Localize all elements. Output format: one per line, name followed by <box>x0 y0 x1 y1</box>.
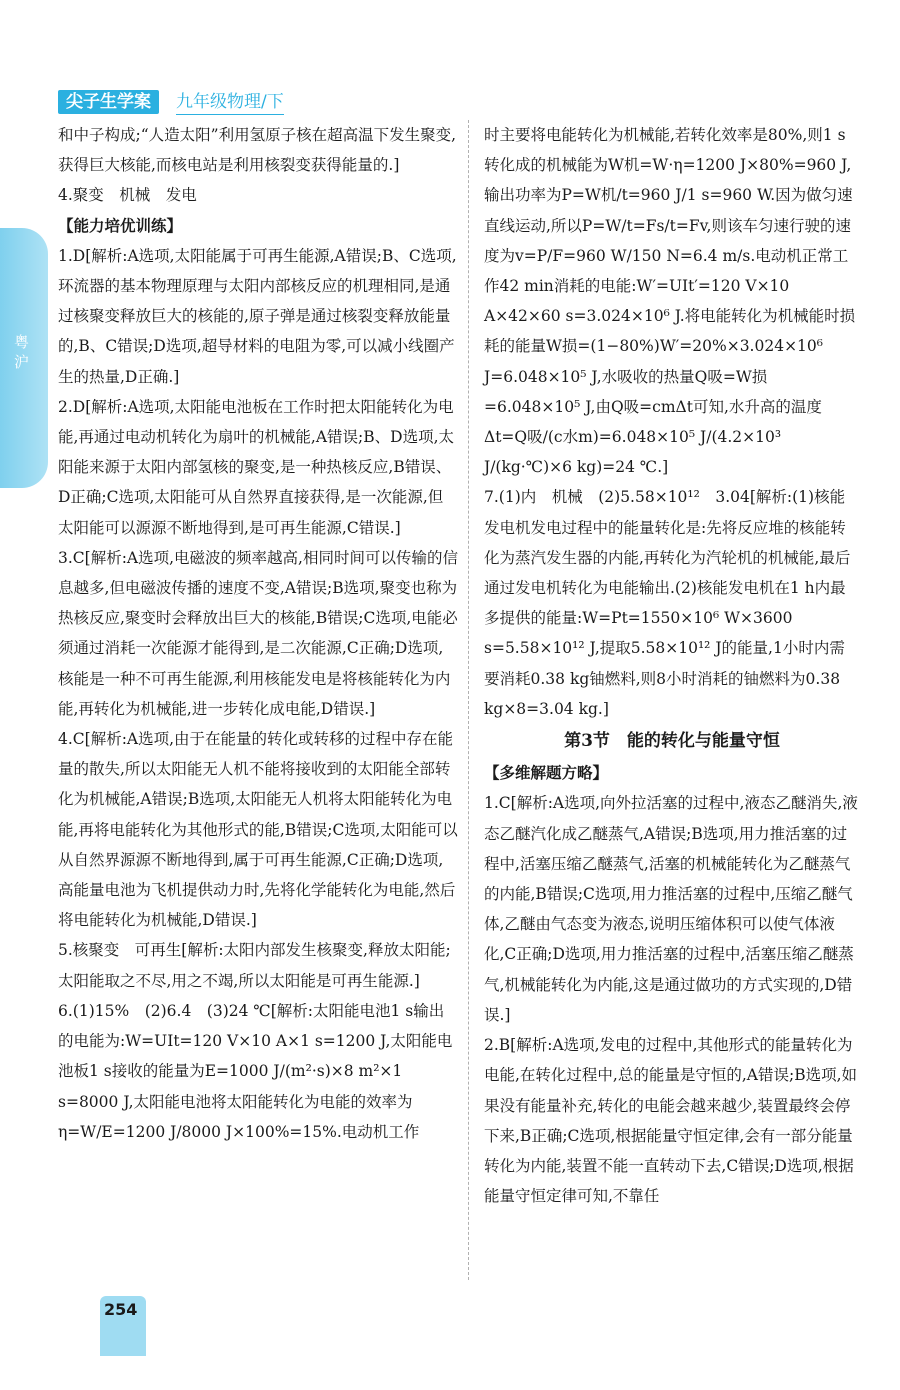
page-number-tab <box>100 1296 146 1356</box>
book-brand: 尖子生学案 <box>58 90 159 114</box>
section-heading: 【能力培优训练】 <box>58 215 183 235</box>
section-title: 第3节 能的转化与能量守恒 <box>564 731 780 752</box>
side-region-tab <box>0 228 48 488</box>
answer-item: 6.(1)15% (2)6.4 (3)24 ℃[解析:太阳能电池1 s输出的电能为:W=UIt=120 V×10 A×1 s=1200 J,太阳能电池板1 s接收的能量为E=1000 J/(m²·s)×8 m²×1 s=8000 J,太阳能电池将太阳能转化为电能的效率为η=W/E=1200 J/8000 J×100%=15%.电动机工作 <box>58 1001 453 1141</box>
left-column <box>58 120 458 1147</box>
right-column <box>484 120 860 1211</box>
page-number: 254 <box>104 1300 138 1319</box>
answer-item: 2.B[解析:A选项,发电的过程中,其他形式的能量转化为电能,在转化过程中,总的能量是守恒的,A错误;B选项,如果没有能量补充,转化的电能会越来越少,装置最终会停下来,B正确;C选项,根据能量守恒定律,会有一部分能量转化为内能,装置不能一直转动下去,C错误;D选项,根据能量守恒定律可知,不靠任 <box>484 1036 858 1206</box>
book-subject: 九年级物理/下 <box>176 90 284 115</box>
answer-item: 2.D[解析:A选项,太阳能电池板在工作时把太阳能转化为电能,再通过电动机转化为扇叶的机械能,A错误;B、D选项,太阳能来源于太阳内部氢核的聚变,是一种热核反应,B错误、D正确;C选项,太阳能可从自然界直接获得,是一次能源,但太阳能可以源源不断地得到,是可再生能源,C错误.] <box>58 397 455 537</box>
answer-item: 1.C[解析:A选项,向外拉活塞的过程中,液态乙醚消失,液态乙醚汽化成乙醚蒸气,A错误;B选项,用力推活塞的过程中,活塞压缩乙醚蒸气,活塞的机械能转化为乙醚蒸气的内能,B错误;C选项,用力推活塞的过程中,压缩乙醚气体,乙醚由气态变为液态,说明压缩体积可以使气体液化,C正确;D选项,用力推活塞的过程中,活塞压缩乙醚蒸气,机械能转化为内能,这是通过做功的方式实现的,D错误.] <box>484 794 858 1024</box>
section-heading: 【多维解题方略】 <box>484 763 609 783</box>
answer-item: 1.D[解析:A选项,太阳能属于可再生能源,A错误;B、C选项,环流器的基本物理原理与太阳内部核反应的机理相同,是通过核聚变释放巨大的核能的,原子弹是通过核裂变释放能量的,B、C错误;D选项,超导材料的电阻为零,可以减小线圈产生的热量,D正确.] <box>58 246 457 386</box>
side-region-label: 粤沪 <box>14 333 30 371</box>
answer-item: 7.(1)内 机械 (2)5.58×10¹² 3.04[解析:(1)核能发电机发电过程中的能量转化是:先将反应堆的核能转化为蒸汽发生器的内能,再转化为汽轮机的机械能,最后通过发电机转化为电能输出.(2)核能发电机在1 h内最多提供的能量:W=Pt=1550×10⁶ W×3600 s=5.58×10¹² J,提取5.58×10¹² J的能量,1小时内需要消耗0.38 kg铀燃料,则8小时消耗的铀燃料为0.38 kg×8=3.04 kg.] <box>484 488 851 718</box>
answer-item: 4.C[解析:A选项,由于在能量的转化或转移的过程中存在能量的散失,所以太阳能无人机不能将接收到的太阳能全部转化为机械能,A错误;B选项,太阳能无人机将太阳能转化为电能,再将电能转化为其他形式的能,B错误;C选项,太阳能可以从自然界源源不断地得到,属于可再生能源,C正确;D选项,高能量电池为飞机提供动力时,先将化学能转化为电能,然后将电能转化为机械能,D错误.] <box>58 730 458 930</box>
paragraph: 时主要将电能转化为机械能,若转化效率是80%,则1 s转化成的机械能为W机=W·η=1200 J×80%=960 J,输出功率为P=W机/t=960 J/1 s=960 W.因为做匀速直线运动,所以P=W/t=Fs/t=Fv,则该车匀速行驶的速度为v=P/F=960 W/150 N=6.4 m/s.电动机正常工作42 min消耗的电能:W′=UIt′=120 V×10 A×42×60 s=3.024×10⁶ J.将电能转化为机械能时损耗的能量W损=(1−80%)W′=20%×3.024×10⁶ J=6.048×10⁵ J,水吸收的热量Q吸=W损=6.048×10⁵ J,由Q吸=cmΔt可知,水升高的温度Δt=Q吸/(c水m)=6.048×10⁵ J/(4.2×10³ J/(kg·℃)×6 kg)=24 ℃.] <box>484 126 856 477</box>
column-divider <box>468 120 469 1280</box>
answer-item: 3.C[解析:A选项,电磁波的频率越高,相同时间可以传输的信息越多,但电磁波传播的速度不变,A错误;B选项,聚变也称为热核反应,聚变时会释放出巨大的核能,B错误;C选项,电能必须通过消耗一次能源才能得到,是二次能源,C正确;D选项,核能是一种不可再生能源,利用核能发电是将核能转化为内能,再转化为机械能,进一步转化成电能,D错误.] <box>58 548 458 718</box>
answer-item: 5.核聚变 可再生[解析:太阳内部发生核聚变,释放太阳能;太阳能取之不尽,用之不竭,所以太阳能是可再生能源.] <box>58 941 451 990</box>
paragraph: 和中子构成;“人造太阳”利用氢原子核在超高温下发生聚变,获得巨大核能,而核电站是利用核裂变获得能量的.] <box>58 126 456 175</box>
answer-item: 4.聚变 机械 发电 <box>58 186 197 205</box>
